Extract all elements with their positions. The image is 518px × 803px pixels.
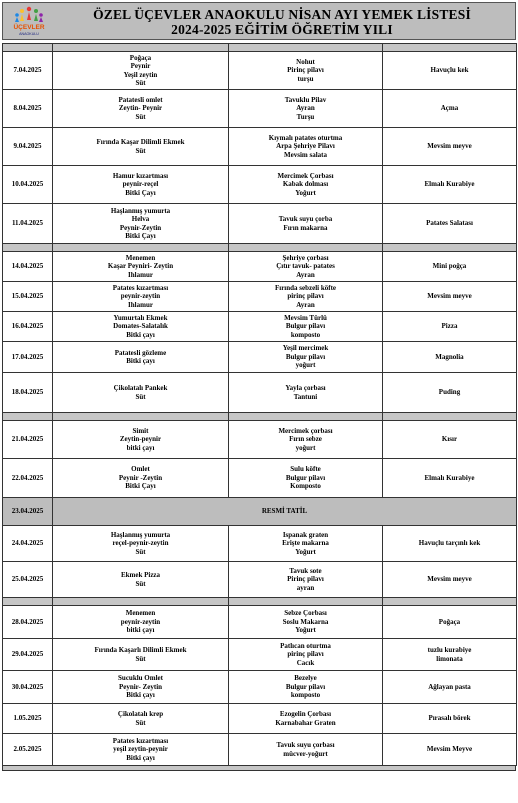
breakfast-cell [53,421,229,459]
lunch-cell [229,639,383,671]
menu-item: Çıtır tavuk- patates [276,262,335,271]
menu-item: Haşlanmış yumurta [110,206,171,215]
date-cell: 28.04.2025 [3,606,53,639]
breakfast-cell [53,282,229,312]
breakfast-cell [53,342,229,373]
menu-item: Ayran [296,270,315,279]
breakfast-cell [53,639,229,671]
menu-item: Fırında Kaşar Dilimli Ekmek [96,138,185,147]
lunch-cell [229,421,383,459]
menu-item: Ihlamur [128,270,153,279]
title-line-2: 2024-2025 EĞİTİM ÖĞRETİM YILI [171,22,393,37]
lunch-cell [229,342,383,373]
day-row [3,128,517,166]
snack-cell [383,252,517,282]
date-cell: 9.04.2025 [3,128,53,166]
menu-item: Menemen [125,609,156,618]
menu-item: Soslu Makarna [282,617,329,626]
menu-item: Bulgur pilavı [285,352,326,361]
menu-item: Süt [135,654,146,663]
breakfast-cell [53,52,229,90]
menu-item: Haşlanmış yumurta [110,530,171,539]
separator-cell [53,413,229,421]
menu-item: peynir-reçel [122,180,159,189]
menu-item: Mercimek çorbası [278,426,333,435]
day-row [3,166,517,204]
lunch-cell [229,459,383,498]
separator-cell [53,244,229,252]
date-cell: 22.04.2025 [3,459,53,498]
date-cell: 7.04.2025 [3,52,53,90]
menu-item: Nohut [296,57,315,66]
week-separator [3,244,517,252]
menu-item: Peynir- Zeytin [118,682,163,691]
separator-cell [383,413,517,421]
lunch-cell [229,312,383,342]
logo-figures-icon [15,7,43,22]
menu-item: Elmalı Kurabiye [424,180,475,189]
menu-item: Peynir-Zeytin [119,223,162,232]
menu-item: limonata [436,654,463,663]
page-header [2,2,516,40]
week-separator [3,413,517,421]
snack-cell [383,90,517,128]
lunch-cell [229,90,383,128]
lunch-cell [229,734,383,766]
breakfast-cell [53,606,229,639]
menu-item: pirinç pilavı [287,292,324,301]
date-cell: 14.04.2025 [3,252,53,282]
menu-item: Komposto [290,482,321,491]
menu-item: Kısır [441,435,458,444]
menu-item: Çikolatalı Pankek [113,384,168,393]
day-row [3,373,517,413]
menu-item: tuzlu kurabiye [427,646,472,655]
holiday-label: RESMİ TATİL [53,498,517,526]
menu-item: Bezelye [294,674,317,683]
menu-item: Bitki Çayı [125,231,156,240]
menu-item: Pizza [441,322,458,331]
lunch-cell [229,606,383,639]
menu-item: Ihlamur [128,300,153,309]
menu-item: Bitki çayı [126,753,155,762]
menu-item: Fırında Kaşarlı Dilimli Ekmek [94,646,187,655]
menu-item: Ezogelin Çorbası [279,710,332,719]
menu-item: Süt [135,579,146,588]
snack-cell [383,459,517,498]
day-row [3,606,517,639]
menu-item: Menemen [125,253,156,262]
menu-item: Bitki Çayı [125,482,156,491]
day-row [3,639,517,671]
menu-item: turşu [297,74,314,83]
menu-item: Puding [438,388,461,397]
menu-item: Mevsim meyve [427,575,472,584]
menu-item: Tavuklu Pilav [284,95,327,104]
day-row [3,421,517,459]
snack-cell [383,606,517,639]
menu-item: Fırın makarna [283,223,328,232]
snack-cell [383,562,517,598]
menu-item: Kabak dolması [282,180,329,189]
separator-cell [53,44,229,52]
menu-item: Çikolatalı krep [117,710,164,719]
menu-item: Patates kızartması [112,283,169,292]
menu-item: Bitki çayı [126,330,155,339]
snack-cell [383,421,517,459]
breakfast-cell [53,671,229,704]
menu-item: Patates kızartması [112,736,169,745]
snack-cell [383,734,517,766]
breakfast-cell [53,734,229,766]
menu-item: Fırında sebzeli köfte [274,283,337,292]
day-row [3,342,517,373]
lunch-cell [229,526,383,562]
menu-item: Mevsim salata [284,150,327,159]
date-cell: 11.04.2025 [3,204,53,244]
menu-item: Ağlayan pasta [428,682,471,691]
week-separator [3,44,517,52]
menu-item: Tavuk suyu çorba [278,215,333,224]
menu-item: Patates Salatası [426,219,473,228]
menu-item: Süt [135,78,146,87]
menu-item: Helva [131,215,150,224]
menu-item: Mevsim Meyve [426,745,473,754]
menu-item: Pirinç pilavı [287,66,324,75]
school-logo [9,4,49,38]
menu-item: Magnolia [435,352,464,361]
lunch-cell [229,282,383,312]
menu-item: Bitki çayı [126,691,155,700]
menu-item: yoğurt [295,443,316,452]
menu-item: Bitki çayı [126,357,155,365]
menu-item: Mevsim meyve [427,292,472,301]
menu-item: Patatesli omlet [118,95,163,104]
menu-item: Yoğurt [295,188,316,197]
lunch-cell [229,252,383,282]
menu-item: peynir-zeytin [120,617,161,626]
snack-cell [383,52,517,90]
date-cell: 10.04.2025 [3,166,53,204]
menu-item: Poğaça [129,53,152,62]
menu-item: peynir-zeytin [120,292,161,301]
menu-item: bitki çayı [126,626,155,635]
lunch-cell [229,704,383,734]
menu-item: Simit [132,426,149,435]
day-row [3,671,517,704]
day-row [3,734,517,766]
menu-item: Yayla çorbası [285,384,326,393]
menu-item: Ayran [296,300,315,309]
breakfast-cell [53,312,229,342]
menu-item: Omlet [131,465,150,474]
menu-item: Tantuni [293,392,318,401]
day-row [3,562,517,598]
page-title [53,7,511,37]
date-cell: 16.04.2025 [3,312,53,342]
menu-item: Domates-Salatalık [113,322,168,331]
snack-cell [383,342,517,373]
title-line-1: ÖZEL ÜÇEVLER ANAOKULU NİSAN AYI YEMEK LİSTESİ [93,7,471,22]
menu-item: Şehriye çorbası [282,253,329,262]
menu-item: Turşu [296,112,315,121]
menu-item: Bulgur pilavı [285,322,326,331]
menu-item: Yeşil zeytin [123,70,158,79]
snack-cell [383,639,517,671]
snack-cell [383,373,517,413]
menu-item: Pirinç pilavı [287,575,324,584]
date-cell: 2.05.2025 [3,734,53,766]
menu-item: Mevsim Türlü [284,313,327,322]
lunch-cell [229,52,383,90]
menu-item: Havuçlu kek [430,66,469,75]
menu-item: ayran [296,583,315,592]
menu-item: Sebze Çorbası [284,609,327,618]
holiday-row [3,498,517,526]
separator-cell [3,244,53,252]
menu-item: Elmalı Kurabiye [424,473,475,482]
menu-item: Ekmek Pizza [120,571,161,580]
menu-item: Süt [135,392,146,401]
menu-item: Peynir [130,62,151,71]
separator-cell [383,244,517,252]
day-row [3,459,517,498]
menu-item: Tavuk sote [289,566,322,575]
menu-item: pirinç pilavı [287,650,324,659]
menu-item: Karnabahar Graten [275,718,336,727]
date-cell: 21.04.2025 [3,421,53,459]
date-cell: 18.04.2025 [3,373,53,413]
menu-item: Kaşar Peyniri- Zeytin [107,262,174,271]
menu-item: mücver-yoğurt [283,749,328,758]
menu-item: reçel-peynir-zeytin [112,539,169,548]
menu-item: Sucuklu Omlet [118,674,163,683]
day-row [3,312,517,342]
lunch-cell [229,562,383,598]
menu-item: Kıymalı patates oturtma [268,133,343,142]
separator-cell [3,44,53,52]
menu-item: yeşil zeytin-peynir [113,745,168,754]
menu-item: Ispanak graten [282,530,329,539]
menu-item: Süt [135,112,146,121]
breakfast-cell [53,90,229,128]
snack-cell [383,526,517,562]
menu-item: Yoğurt [295,547,316,556]
lunch-cell [229,373,383,413]
separator-cell [229,598,383,606]
date-cell: 23.04.2025 [3,498,53,526]
menu-sheet [2,2,516,800]
separator-cell [383,44,517,52]
snack-cell [383,204,517,244]
snack-cell [383,166,517,204]
menu-item: Zeytin- Peynir [118,104,163,113]
menu-item: komposto [290,330,321,339]
breakfast-cell [53,128,229,166]
date-cell: 25.04.2025 [3,562,53,598]
separator-cell [229,44,383,52]
menu-item: Peynir -Zeytin [118,473,163,482]
date-cell: 24.04.2025 [3,526,53,562]
table-bottom-band [2,766,516,771]
day-row [3,90,517,128]
date-cell: 1.05.2025 [3,704,53,734]
menu-item: Yeşil mercimek [282,344,329,353]
breakfast-cell [53,252,229,282]
menu-item: Yumurtalı Ekmek [113,313,168,322]
menu-item: Tavuk suyu çorbası [276,741,335,750]
breakfast-cell [53,204,229,244]
snack-cell [383,312,517,342]
menu-item: Süt [135,547,146,556]
separator-cell [3,413,53,421]
breakfast-cell [53,459,229,498]
breakfast-cell [53,373,229,413]
menu-item: Cacık [296,658,315,667]
menu-item: Sulu köfte [290,465,321,474]
menu-table [2,43,517,766]
menu-item: Mini poğça [432,262,467,271]
day-row [3,52,517,90]
breakfast-cell [53,526,229,562]
menu-item: Pırasalı börek [428,714,471,723]
logo-subtext: ANAOKULU [19,32,39,36]
day-row [3,526,517,562]
menu-item: Süt [135,146,146,155]
separator-cell [229,413,383,421]
menu-item: Yoğurt [295,626,316,635]
lunch-cell [229,166,383,204]
week-separator [3,598,517,606]
day-row [3,204,517,244]
menu-item: Bulgur pilavı [285,473,326,482]
separator-cell [53,598,229,606]
menu-item: Mevsim meyve [427,142,472,151]
lunch-cell [229,204,383,244]
snack-cell [383,704,517,734]
menu-item: bitki çayı [126,443,155,452]
menu-item: Erişte makarna [282,539,329,548]
menu-item: Arpa Şehriye Pilavı [276,142,335,151]
breakfast-cell [53,562,229,598]
lunch-cell [229,671,383,704]
separator-cell [229,244,383,252]
separator-cell [3,598,53,606]
snack-cell [383,671,517,704]
date-cell: 30.04.2025 [3,671,53,704]
snack-cell [383,128,517,166]
menu-item: Mercimek Çorbası [277,171,334,180]
menu-item: Zeytin-peynir [119,435,162,444]
menu-item: komposto [290,691,321,700]
date-cell: 29.04.2025 [3,639,53,671]
menu-item: yoğurt [295,361,316,370]
day-row [3,704,517,734]
menu-item: Fırın sebze [289,435,322,444]
menu-item: Ayran [296,104,315,113]
day-row [3,252,517,282]
menu-item: Poğaça [438,617,461,626]
menu-item: Patatesli gözleme [114,348,167,357]
menu-item: Havuçlu tarçınlı kek [418,539,481,548]
breakfast-cell [53,704,229,734]
date-cell: 8.04.2025 [3,90,53,128]
separator-cell [383,598,517,606]
menu-item: Hamur kızartması [112,171,169,180]
menu-item: Bulgur pilavı [285,682,326,691]
lunch-cell [229,128,383,166]
menu-item: Patlıcan oturtma [280,641,331,650]
menu-item: Bitki Çayı [125,188,156,197]
menu-item: Süt [135,718,146,727]
day-row [3,282,517,312]
logo-text: ÜÇEVLER [13,24,45,31]
snack-cell [383,282,517,312]
date-cell: 15.04.2025 [3,282,53,312]
menu-item: Açma [440,104,459,113]
date-cell: 17.04.2025 [3,342,53,373]
breakfast-cell [53,166,229,204]
